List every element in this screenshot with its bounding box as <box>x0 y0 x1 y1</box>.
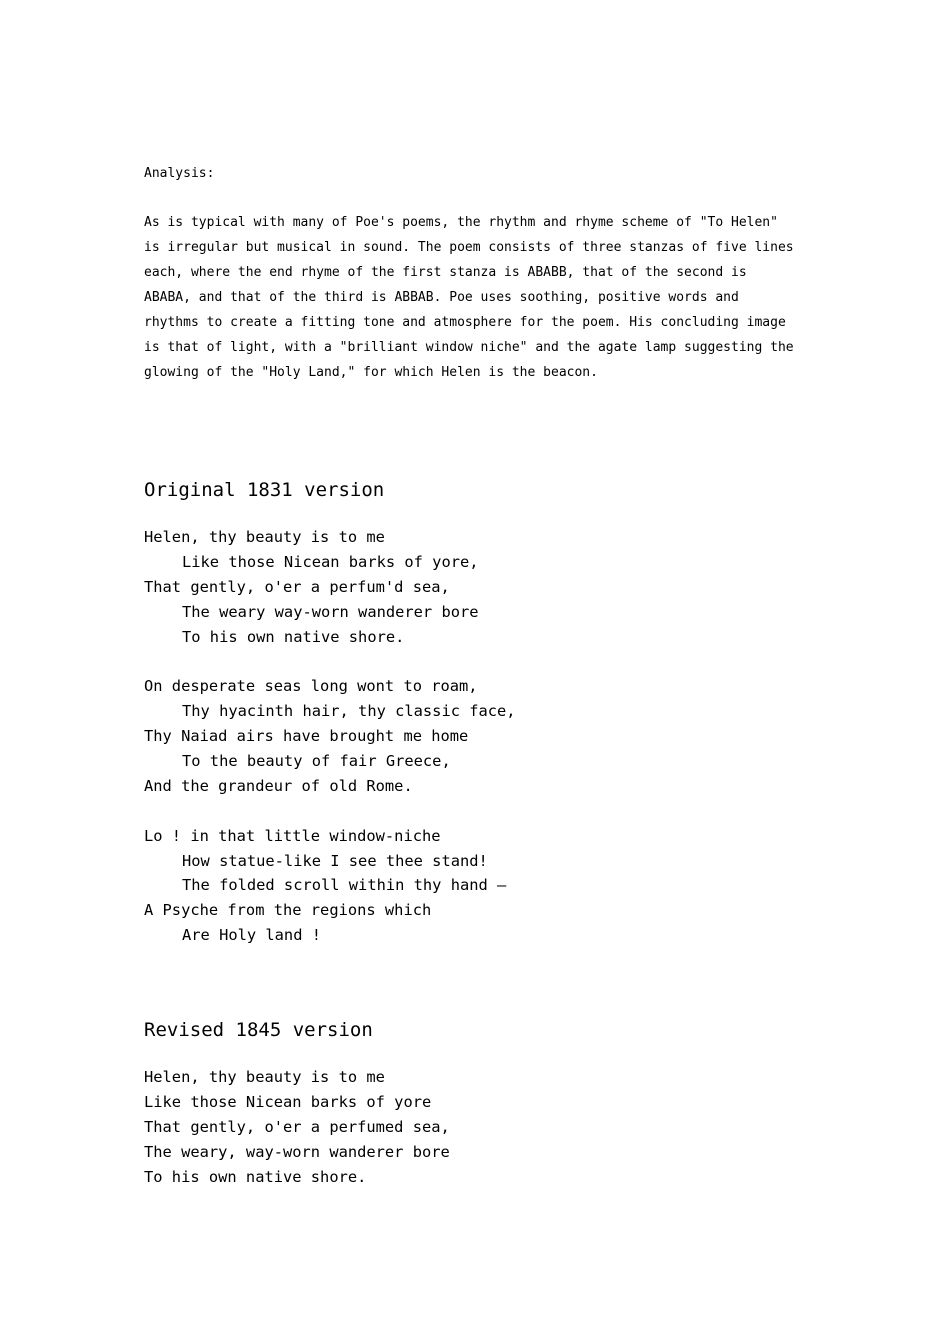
stanza <box>144 824 844 948</box>
stanza-gap <box>144 649 844 674</box>
analysis-line: glowing of the "Holy Land," for which Helen is the beacon. <box>144 365 598 380</box>
poem-line: To his own native shore. <box>144 1167 367 1186</box>
poem-line: Like those Nicean barks of yore, <box>182 552 479 571</box>
poem-line: Thy Naiad airs have brought me home <box>144 727 469 746</box>
poem-line: Lo ! in that little window-niche <box>144 826 441 845</box>
revised-version-title: Revised 1845 version <box>144 1019 373 1041</box>
poem-line: On desperate seas long wont to roam, <box>144 677 478 696</box>
poem-line: Like those Nicean barks of yore <box>144 1092 432 1111</box>
poem-line: The folded scroll within thy hand — <box>182 876 507 895</box>
poem-line: The weary, way-worn wanderer bore <box>144 1142 450 1161</box>
stanza <box>144 525 844 649</box>
poem-line: And the grandeur of old Rome. <box>144 776 413 795</box>
analysis-line: is irregular but musical in sound. The poem consists of three stanzas of five lines <box>144 240 794 255</box>
analysis-line: ABABA, and that of the third is ABBAB. Poe uses soothing, positive words and <box>144 290 739 305</box>
analysis-heading: Analysis: <box>144 166 215 181</box>
original-poem <box>144 525 844 948</box>
stanza-gap <box>144 799 844 824</box>
poem-line: Helen, thy beauty is to me <box>144 528 385 546</box>
stanza <box>144 674 844 798</box>
analysis-line: rhythms to create a fitting tone and atmosphere for the poem. His concluding image <box>144 315 786 330</box>
poem-line: That gently, o'er a perfum'd sea, <box>144 577 450 596</box>
analysis-line: each, where the end rhyme of the first stanza is ABABB, that of the second is <box>144 265 747 280</box>
poem-line: A Psyche from the regions which <box>144 901 432 920</box>
analysis-line: As is typical with many of Poe's poems, the rhythm and rhyme scheme of "To Helen" <box>144 215 778 230</box>
stanza <box>144 1065 844 1189</box>
poem-line: Helen, thy beauty is to me <box>144 1068 385 1086</box>
analysis-line: is that of light, with a "brilliant window niche" and the agate lamp suggesting the <box>144 340 794 355</box>
poem-line: Thy hyacinth hair, thy classic face, <box>182 702 516 721</box>
poem-line: To his own native shore. <box>182 627 405 646</box>
poem-line: Are Holy land ! <box>182 926 321 945</box>
poem-line: The weary way-worn wanderer bore <box>182 602 479 621</box>
poem-line: To the beauty of fair Greece, <box>182 752 451 771</box>
poem-line: How statue-like I see thee stand! <box>182 851 488 870</box>
analysis-paragraph <box>144 210 844 385</box>
original-version-title: Original 1831 version <box>144 479 385 501</box>
poem-line: That gently, o'er a perfumed sea, <box>144 1117 450 1136</box>
revised-poem <box>144 1065 844 1189</box>
